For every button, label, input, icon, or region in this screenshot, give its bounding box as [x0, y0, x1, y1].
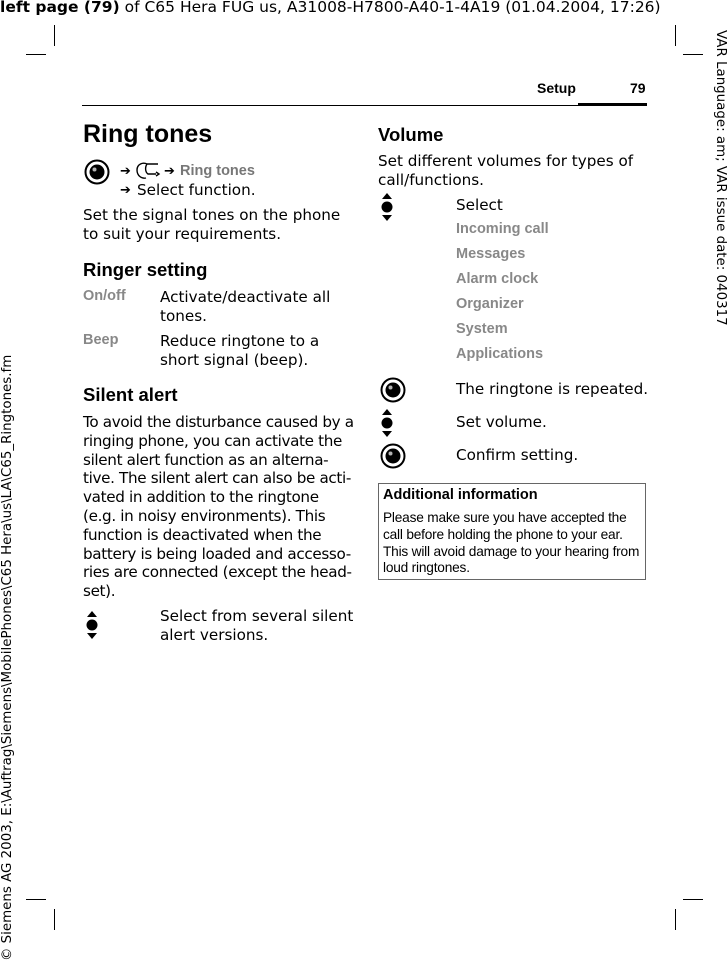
- ringer-key-onoff: On/off: [83, 288, 126, 304]
- ringer-desc-onoff-line1: Activate/deactivate all: [160, 288, 331, 306]
- select-label: Select: [456, 196, 503, 214]
- volume-item-organizer: Organizer: [456, 296, 524, 312]
- nav-arrow: ➔: [164, 164, 175, 179]
- text-line: silent alert function as an alterna-: [83, 450, 329, 469]
- crop-mark: [675, 25, 676, 46]
- ringer-setting-heading: Ringer setting: [83, 259, 208, 280]
- header-rule-accent: [578, 103, 647, 106]
- crop-mark: [675, 909, 676, 930]
- navigation-key-icon: [84, 610, 100, 640]
- copyright-path: © Siemens AG 2003, E:\Auftrag\Siemens\MobilePhones\C65 Hera\us\LA\C65_Ringtones.fm: [0, 354, 15, 961]
- crop-mark: [54, 909, 55, 930]
- ringer-desc-beep-line2: short signal (beep).: [160, 351, 309, 369]
- center-key-icon: [380, 377, 406, 403]
- text-line: (e.g. in noisy environments). This: [83, 506, 326, 525]
- running-head-section: Setup: [537, 80, 576, 96]
- volume-heading: Volume: [378, 124, 444, 145]
- text-line: Please make sure you have accepted the: [383, 510, 627, 525]
- nav-arrow: ➔: [120, 183, 131, 198]
- text-line: loud ringtones.: [383, 560, 470, 576]
- volume-item-system: System: [456, 321, 508, 337]
- page-title: Ring tones: [83, 120, 213, 148]
- volume-intro-line2: call/functions.: [378, 171, 484, 189]
- print-header-page: left page (79): [0, 0, 120, 16]
- crop-mark: [26, 899, 46, 900]
- page-number: 79: [630, 80, 646, 96]
- silent-alert-text: [83, 413, 354, 601]
- volume-intro-line1: Set different volumes for types of: [378, 152, 634, 170]
- intro-text: Set the signal tones on the phone to suit your requirements.: [83, 206, 341, 243]
- center-key-icon: [84, 159, 110, 185]
- settings-menu-icon: [134, 160, 162, 182]
- nav-arrow: ➔: [120, 164, 131, 179]
- nav-select-text: Select function.: [137, 181, 256, 199]
- text-line: ries are connected (except the head-: [83, 563, 352, 582]
- volume-item-alarm-clock: Alarm clock: [456, 271, 539, 287]
- silent-select-line1: Select from several silent: [160, 607, 354, 625]
- ringtone-repeated-text: The ringtone is repeated.: [456, 380, 649, 398]
- ringer-desc-onoff-line2: tones.: [160, 307, 207, 325]
- text-line: ringing phone, you can activate the: [83, 431, 342, 450]
- crop-mark: [54, 25, 55, 46]
- volume-item-messages: Messages: [456, 246, 526, 262]
- print-header: [0, 0, 661, 16]
- info-title: Additional information: [383, 487, 538, 503]
- volume-item-applications: Applications: [456, 346, 544, 362]
- silent-alert-heading: Silent alert: [83, 384, 178, 405]
- center-key-icon: [380, 443, 406, 469]
- additional-information-box: [378, 483, 646, 580]
- text-line: set).: [83, 582, 116, 601]
- confirm-setting-text: Confirm setting.: [456, 446, 579, 464]
- text-line: battery is being loaded and accesso-: [83, 544, 351, 563]
- var-language-note: VAR Language: am; VAR issue date: 040317: [713, 30, 728, 326]
- text-line: tive. The silent alert can also be acti-: [83, 469, 352, 488]
- text-line: function is deactivated when the: [83, 525, 322, 544]
- text-line: vated in addition to the ringtone: [83, 488, 319, 507]
- text-line: To avoid the disturbance caused by a: [83, 413, 354, 431]
- nav-menu-item: Ring tones: [180, 163, 255, 179]
- ringer-key-beep: Beep: [83, 332, 119, 348]
- volume-item-incoming-call: Incoming call: [456, 221, 549, 237]
- navigation-key-icon: [379, 192, 395, 222]
- crop-mark: [683, 899, 703, 900]
- crop-mark: [26, 54, 46, 55]
- ringer-desc-beep-line1: Reduce ringtone to a: [160, 332, 320, 350]
- print-header-info: of C65 Hera FUG us, A31008-H7800-A40-1-4A19 (01.04.2004, 17:26): [119, 0, 661, 16]
- silent-select-line2: alert versions.: [160, 626, 269, 644]
- navigation-key-icon: [379, 408, 395, 438]
- header-rule: [82, 105, 647, 106]
- text-line: This will avoid damage to your hearing from: [383, 543, 640, 559]
- info-text: [383, 510, 639, 577]
- text-line: call before holding the phone to your ear.: [383, 526, 623, 542]
- crop-mark: [683, 54, 703, 55]
- set-volume-text: Set volume.: [456, 413, 547, 431]
